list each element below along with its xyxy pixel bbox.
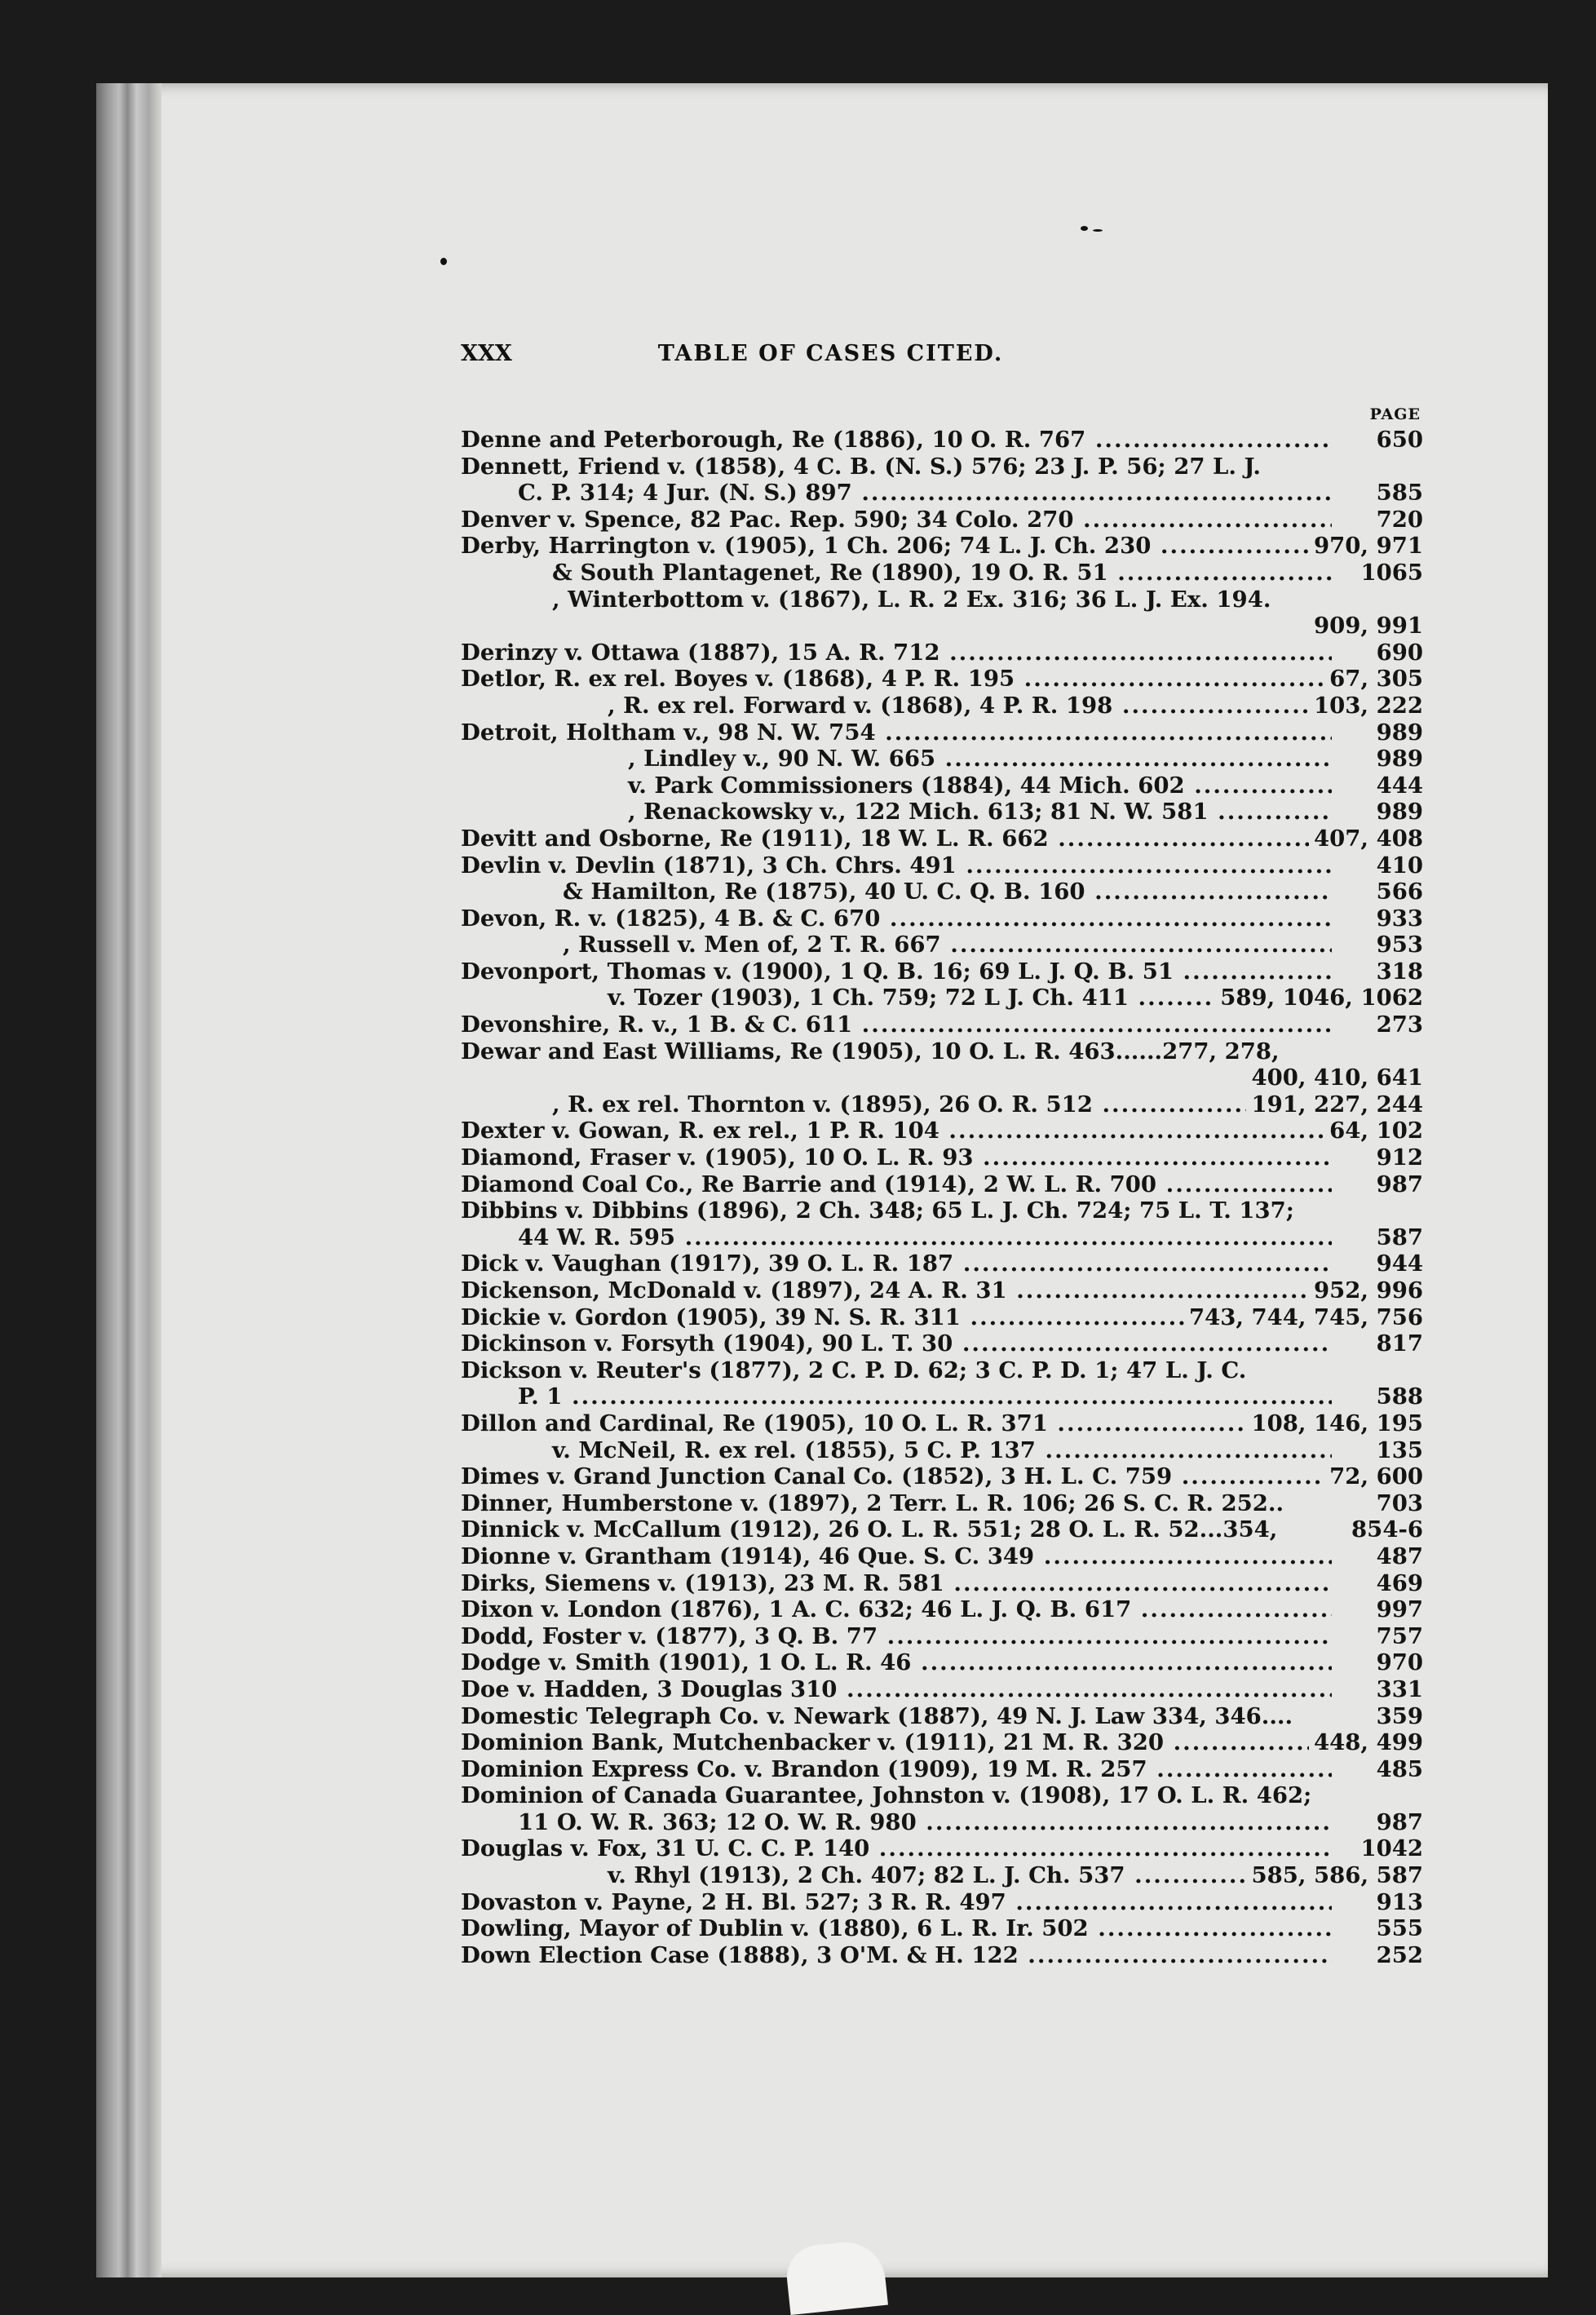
case-citation: Denne and Peterborough, Re (1886), 10 O. R. 767 ..... [461, 427, 1332, 454]
page-reference: 757 [1372, 1623, 1423, 1650]
table-row [461, 1623, 1423, 1650]
table-row [461, 958, 1423, 985]
case-citation: Down Election Case (1888), 3 O'M. & H. 122 ..... [461, 1942, 1332, 1969]
table-row [461, 1782, 1423, 1809]
table-row [461, 1942, 1423, 1969]
table-row [461, 1649, 1423, 1676]
case-citation: Dirks, Siemens v. (1913), 23 M. R. 581 ..... [461, 1570, 1332, 1597]
case-citation: Dickson v. Reuter's (1877), 2 C. P. D. 62; 3 C. P. D. 1; 47 L. J. C. [461, 1357, 1247, 1383]
page-reference: 273 [1372, 1011, 1423, 1038]
ink-speck [1081, 226, 1088, 231]
page-reference: 909, 991 [1309, 613, 1423, 640]
table-row [461, 826, 1423, 852]
case-citation: Dick v. Vaughan (1917), 39 O. L. R. 187 ..... [461, 1250, 1332, 1277]
page-reference: 64, 102 [1324, 1118, 1423, 1144]
page-reference: 933 [1372, 905, 1423, 932]
table-row [461, 985, 1423, 1011]
table-row [461, 427, 1423, 454]
table-row [461, 1756, 1423, 1783]
table-row [461, 1889, 1423, 1916]
table-row [461, 533, 1423, 560]
page-reference: 448, 499 [1309, 1729, 1423, 1756]
running-head [0, 341, 1596, 374]
case-citation: Dickinson v. Forsyth (1904), 90 L. T. 30 ..... [461, 1330, 1332, 1357]
case-citation: Diamond Coal Co., Re Barrie and (1914), 2 W. L. R. 700 ..... [461, 1171, 1332, 1198]
page-reference: 585 [1372, 480, 1423, 507]
page-reference: 817 [1372, 1330, 1423, 1357]
case-citation: Dillon and Cardinal, Re (1905), 10 O. L. R. 371 ..... [461, 1410, 1256, 1437]
table-row [461, 454, 1423, 480]
page-reference: 72, 600 [1324, 1463, 1423, 1490]
page-reference: 410 [1372, 852, 1423, 879]
case-citation: , R. ex rel. Forward v. (1868), 4 P. R. 198 ..... [461, 693, 1332, 719]
case-citation: & South Plantagenet, Re (1890), 19 O. R. 51 ..... [461, 560, 1332, 586]
folio-number: XXX [461, 341, 512, 366]
page-reference: 854-6 [1346, 1516, 1423, 1543]
table-row [461, 719, 1423, 746]
page-column-heading: PAGE [1369, 405, 1421, 423]
case-citation: Dinnick v. McCallum (1912), 26 O. L. R. 551; 28 O. L. R. 52...354, [461, 1516, 1278, 1543]
table-row [461, 879, 1423, 905]
table-row [461, 1011, 1423, 1038]
table-row [461, 1463, 1423, 1490]
case-citation: v. Tozer (1903), 1 Ch. 759; 72 L J. Ch. 411 ..... [461, 985, 1231, 1011]
page-reference: 67, 305 [1324, 666, 1423, 693]
table-row [461, 1809, 1423, 1836]
table-row [461, 852, 1423, 879]
table-row [461, 1703, 1423, 1730]
page-reference: 1042 [1355, 1835, 1423, 1862]
case-table [461, 427, 1423, 1968]
case-citation: Dowling, Mayor of Dublin v. (1880), 6 L. R. Ir. 502 ..... [461, 1915, 1332, 1942]
case-citation: Devonport, Thomas v. (1900), 1 Q. B. 16; 69 L. J. Q. B. 51 ..... [461, 958, 1332, 985]
page-reference: 743, 744, 745, 756 [1184, 1304, 1423, 1331]
case-citation: Devonshire, R. v., 1 B. & C. 611 ..... [461, 1011, 1332, 1038]
page-reference: 952, 996 [1309, 1277, 1423, 1304]
page-reference: 444 [1372, 772, 1423, 799]
table-row [461, 1171, 1423, 1198]
case-citation: Dickie v. Gordon (1905), 39 N. S. R. 311 ..... [461, 1304, 1195, 1331]
table-row [461, 1224, 1423, 1251]
table-row [461, 1144, 1423, 1171]
table-row [461, 1835, 1423, 1862]
case-citation: Dexter v. Gowan, R. ex rel., 1 P. R. 104 ..... [461, 1118, 1332, 1144]
table-row [461, 1091, 1423, 1118]
case-citation: , Renackowsky v., 122 Mich. 613; 81 N. W. 581 ..... [461, 799, 1332, 826]
page-reference: 989 [1372, 746, 1423, 772]
case-citation: Dimes v. Grand Junction Canal Co. (1852), 3 H. L. C. 759 ..... [461, 1463, 1332, 1490]
ink-speck [1093, 229, 1103, 232]
case-citation: Dinner, Humberstone v. (1897), 2 Terr. L. R. 106; 26 S. C. R. 252.. [461, 1489, 1284, 1516]
case-citation: Detlor, R. ex rel. Boyes v. (1868), 4 P. R. 195 ..... [461, 666, 1332, 693]
case-citation: 11 O. W. R. 363; 12 O. W. R. 980 ..... [461, 1809, 1332, 1836]
table-row [461, 1543, 1423, 1570]
page-reference: 589, 1046, 1062 [1215, 985, 1423, 1011]
table-row [461, 1277, 1423, 1304]
page-reference: 913 [1372, 1889, 1423, 1916]
case-citation: Devitt and Osborne, Re (1911), 18 W. L. R. 662 ..... [461, 826, 1332, 852]
case-citation: , Lindley v., 90 N. W. 665 ..... [461, 746, 1332, 772]
case-citation: Devlin v. Devlin (1871), 3 Ch. Chrs. 491 ..... [461, 852, 1332, 879]
case-citation: Dionne v. Grantham (1914), 46 Que. S. C. 349 ..... [461, 1543, 1332, 1570]
table-row [461, 693, 1423, 719]
page-reference: 987 [1372, 1809, 1423, 1836]
ink-speck [440, 258, 447, 265]
table-row [461, 746, 1423, 772]
table-row [461, 1437, 1423, 1464]
page-reference: 407, 408 [1309, 826, 1423, 852]
page-reference: 555 [1372, 1915, 1423, 1942]
case-citation: Dominion Express Co. v. Brandon (1909), 19 M. R. 257 ..... [461, 1756, 1332, 1783]
table-row [461, 1596, 1423, 1623]
case-citation: P. 1 ..... [461, 1383, 1332, 1410]
page-reference: 970, 971 [1309, 533, 1423, 560]
table-row [461, 1357, 1423, 1384]
page-title: TABLE OF CASES CITED. [657, 341, 1004, 366]
case-citation: 44 W. R. 595 ..... [461, 1224, 1332, 1251]
case-citation: , Russell v. Men of, 2 T. R. 667 ..... [461, 932, 1332, 958]
page-reference: 690 [1372, 640, 1423, 666]
page-reference: 720 [1372, 507, 1423, 533]
page-reference: 650 [1372, 427, 1423, 454]
case-citation: Detroit, Holtham v., 98 N. W. 754 ..... [461, 719, 1332, 746]
page-reference: 135 [1372, 1437, 1423, 1464]
table-row [461, 1304, 1423, 1331]
page-reference: 191, 227, 244 [1246, 1091, 1423, 1118]
page-reference: 103, 222 [1309, 693, 1423, 719]
page-reference: 989 [1372, 719, 1423, 746]
table-row [461, 932, 1423, 958]
table-row [461, 666, 1423, 693]
case-citation: , R. ex rel. Thornton v. (1895), 26 O. R. 512 ..... [461, 1091, 1256, 1118]
case-citation: & Hamilton, Re (1875), 40 U. C. Q. B. 160 ..... [461, 879, 1332, 905]
table-row [461, 799, 1423, 826]
table-row [461, 507, 1423, 533]
table-row [461, 1118, 1423, 1144]
case-citation: Derby, Harrington v. (1905), 1 Ch. 206; 74 L. J. Ch. 230 ..... [461, 533, 1332, 560]
case-citation: , Winterbottom v. (1867), L. R. 2 Ex. 316; 36 L. J. Ex. 194. [552, 586, 1271, 613]
page-reference: 252 [1372, 1942, 1423, 1969]
page-reference: 1065 [1355, 560, 1423, 586]
page-reference: 912 [1372, 1144, 1423, 1171]
table-row [461, 640, 1423, 666]
case-citation: Dodd, Foster v. (1877), 3 Q. B. 77 ..... [461, 1623, 1332, 1650]
case-citation: Domestic Telegraph Co. v. Newark (1887), 49 N. J. Law 334, 346.... [461, 1702, 1293, 1729]
page-reference: 585, 586, 587 [1246, 1862, 1423, 1889]
case-citation: Doe v. Hadden, 3 Douglas 310 ..... [461, 1676, 1332, 1703]
page-reference: 703 [1372, 1490, 1423, 1517]
case-citation: Dibbins v. Dibbins (1896), 2 Ch. 348; 65 L. J. Ch. 724; 75 L. T. 137; [461, 1197, 1294, 1224]
case-citation: v. Rhyl (1913), 2 Ch. 407; 82 L. J. Ch. 537 ..... [461, 1862, 1256, 1889]
case-citation: Dennett, Friend v. (1858), 4 C. B. (N. S.) 576; 23 J. P. 56; 27 L. J. [461, 453, 1261, 480]
page-reference: 987 [1372, 1171, 1423, 1198]
case-citation: C. P. 314; 4 Jur. (N. S.) 897 ..... [461, 480, 1332, 507]
table-row [461, 1676, 1423, 1703]
table-row [461, 1065, 1423, 1091]
page-reference: 970 [1372, 1649, 1423, 1676]
table-row [461, 1250, 1423, 1277]
page-reference: 566 [1372, 879, 1423, 905]
page-binding-edge [96, 83, 161, 2277]
case-citation: Devon, R. v. (1825), 4 B. & C. 670 ..... [461, 905, 1332, 932]
case-citation: v. McNeil, R. ex rel. (1855), 5 C. P. 137 ..... [461, 1437, 1332, 1464]
table-row [461, 1729, 1423, 1756]
page-reference: 469 [1372, 1570, 1423, 1597]
page-reference: 997 [1372, 1596, 1423, 1623]
case-citation: Dominion of Canada Guarantee, Johnston v. (1908), 17 O. L. R. 462; [461, 1782, 1312, 1809]
page-reference: 108, 146, 195 [1246, 1410, 1423, 1437]
case-citation: Dominion Bank, Mutchenbacker v. (1911), 21 M. R. 320 ..... [461, 1729, 1332, 1756]
table-row [461, 1570, 1423, 1597]
case-citation: Dickenson, McDonald v. (1897), 24 A. R. 31 ..... [461, 1277, 1332, 1304]
page-reference: 485 [1372, 1756, 1423, 1783]
page-reference: 953 [1372, 932, 1423, 958]
table-row [461, 1410, 1423, 1437]
table-row [461, 480, 1423, 507]
case-citation: Dovaston v. Payne, 2 H. Bl. 527; 3 R. R. 497 ..... [461, 1889, 1332, 1916]
page-reference: 359 [1372, 1703, 1423, 1730]
page-reference: 331 [1372, 1676, 1423, 1703]
case-citation: Diamond, Fraser v. (1905), 10 O. L. R. 93 ..... [461, 1144, 1332, 1171]
page-reference: 587 [1372, 1224, 1423, 1251]
table-row [461, 1197, 1423, 1224]
table-row [461, 1490, 1423, 1517]
table-row [461, 1383, 1423, 1410]
table-row [461, 905, 1423, 932]
case-citation: v. Park Commissioners (1884), 44 Mich. 602 ..... [461, 772, 1332, 799]
page-reference: 989 [1372, 799, 1423, 826]
table-row [461, 1038, 1423, 1065]
page-reference: 487 [1372, 1543, 1423, 1570]
table-row [461, 1516, 1423, 1543]
case-citation: Douglas v. Fox, 31 U. C. C. P. 140 ..... [461, 1835, 1332, 1862]
table-row [461, 560, 1423, 586]
case-citation: Denver v. Spence, 82 Pac. Rep. 590; 34 Colo. 270 ..... [461, 507, 1332, 533]
case-citation: Dodge v. Smith (1901), 1 O. L. R. 46 ..... [461, 1649, 1332, 1676]
case-citation: Dewar and East Williams, Re (1905), 10 O. L. R. 463......277, 278, [461, 1038, 1280, 1065]
table-row [461, 586, 1423, 613]
table-row [461, 613, 1423, 640]
case-citation: Dixon v. London (1876), 1 A. C. 632; 46 L. J. Q. B. 617 ..... [461, 1596, 1332, 1623]
page-reference: 944 [1372, 1250, 1423, 1277]
table-row [461, 1862, 1423, 1889]
table-row [461, 1330, 1423, 1357]
table-row [461, 1915, 1423, 1942]
page-reference: 318 [1372, 958, 1423, 985]
page-reference: 588 [1372, 1383, 1423, 1410]
table-row [461, 772, 1423, 799]
case-citation: Derinzy v. Ottawa (1887), 15 A. R. 712 ..... [461, 640, 1332, 666]
page-reference: 400, 410, 641 [1246, 1065, 1423, 1091]
